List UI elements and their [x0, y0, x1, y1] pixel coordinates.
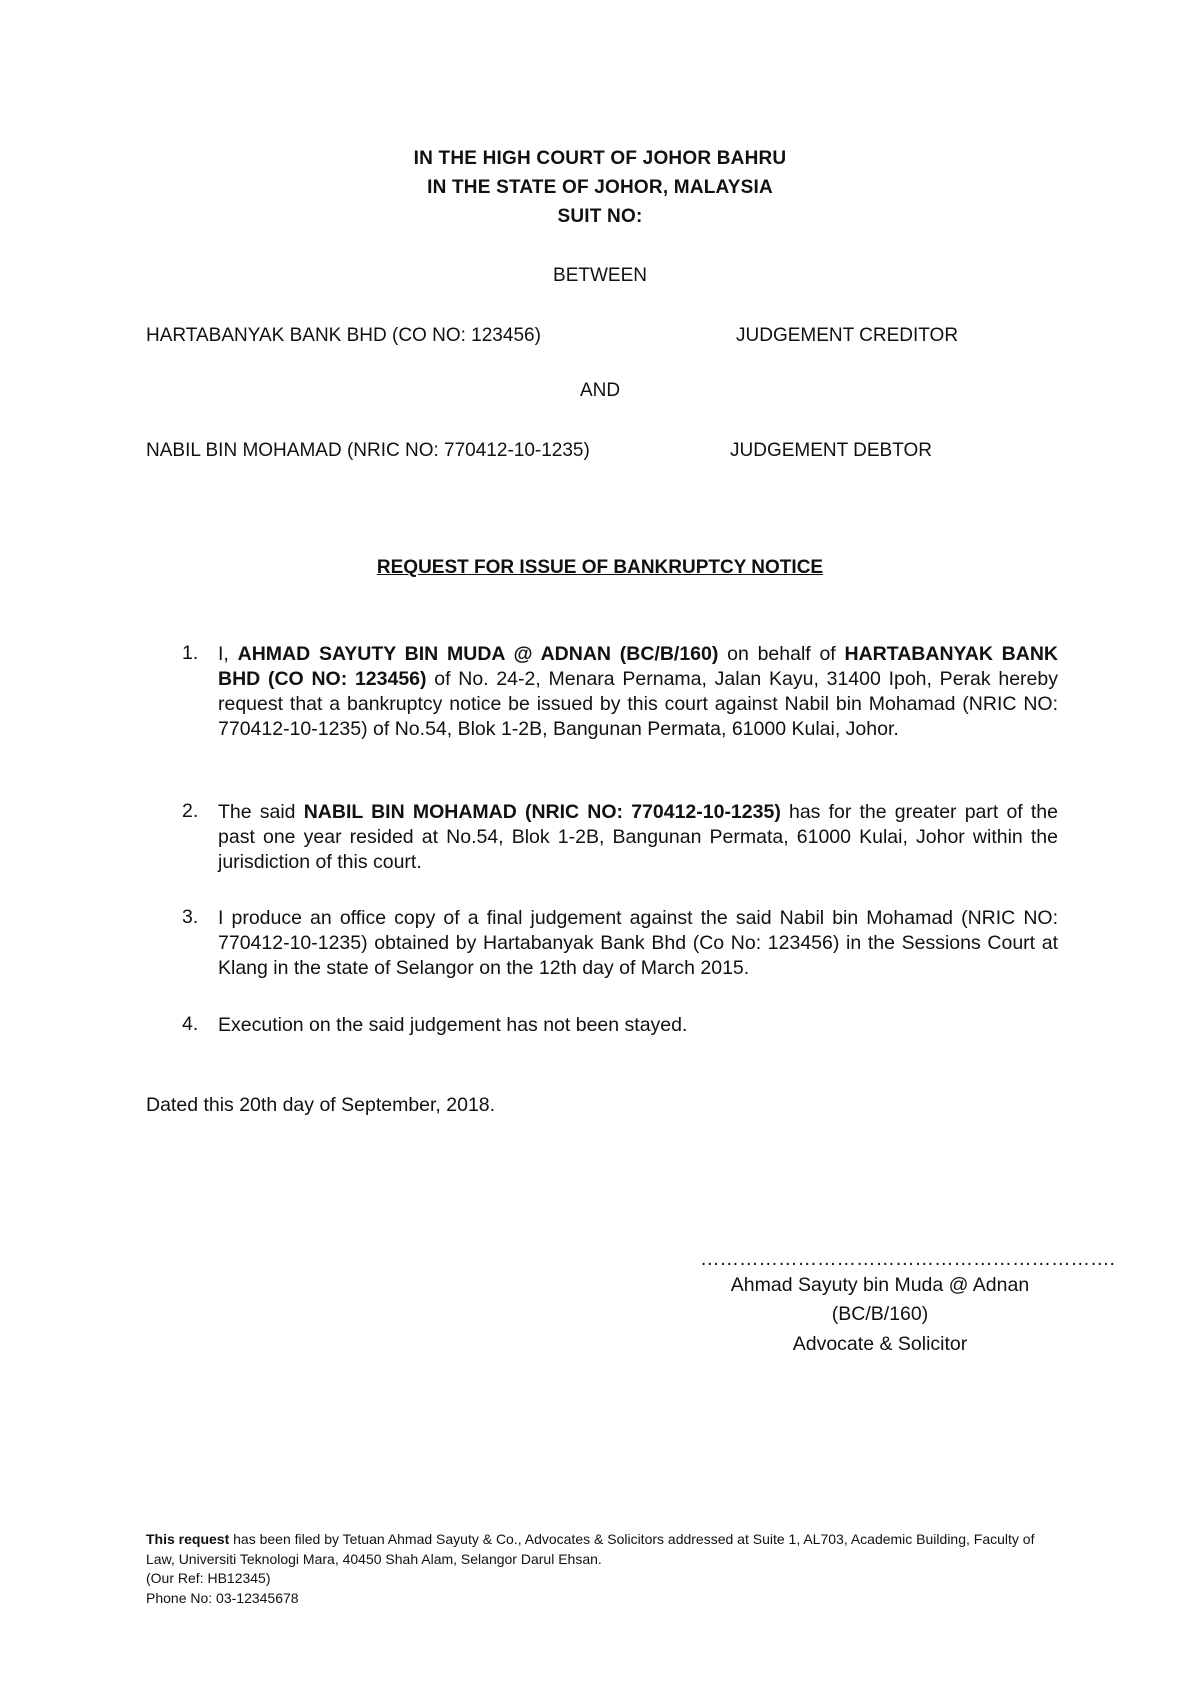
debtor-name: NABIL BIN MOHAMAD (NRIC NO: 770412-10-1235): [146, 440, 590, 461]
and-label: AND: [579, 380, 621, 401]
footer-ref: (Our Ref: HB12345): [146, 1570, 271, 1586]
paragraph-1-advocate-name: AHMAD SAYUTY BIN MUDA @ ADNAN (BC/B/160): [237, 643, 719, 665]
paragraph-1: [218, 642, 1058, 742]
paragraph-1-text-c: of No. 24-2, Menara Pernama, Jalan Kayu, 31400 Ipoh, Perak hereby request that a bankruptcy notice be issued by this court against Nabil bin Mohamad (NRIC NO: 770412-10-1235) of No.54, Blok 1-2B, Bangunan Permata, 61000 Kulai, Johor.: [218, 668, 1058, 740]
paragraph-2-text-b: has for the greater part of the past one year resided at No.54, Blok 1-2B, Bangunan Permata, 61000 Kulai, Johor within the jurisdiction of this court.: [218, 801, 1058, 873]
paragraph-2-text-a: The said: [218, 801, 304, 823]
suit-number: SUIT NO:: [557, 206, 643, 227]
footer-note: [146, 1530, 1066, 1608]
court-heading: IN THE HIGH COURT OF JOHOR BAHRU: [413, 148, 787, 169]
paragraph-1-text-b: on behalf of: [718, 643, 845, 665]
paragraph-3: I produce an office copy of a final judgement against the said Nabil bin Mohamad (NRIC NO: 770412-10-1235) obtained by Hartabanyak Bank Bhd (Co No: 123456) in the Sessions Court at Klang in the state of Selangor on the 12th day of March 2015.: [218, 907, 1058, 979]
paragraph-2: [218, 800, 1058, 875]
creditor-role: JUDGEMENT CREDITOR: [736, 325, 959, 346]
paragraph-4-number: 4.: [182, 1013, 199, 1035]
signatory-code: (BC/B/160): [831, 1303, 929, 1325]
paragraph-2-number: 2.: [182, 800, 199, 822]
signatory-name: Ahmad Sayuty bin Muda @ Adnan: [730, 1274, 1030, 1296]
signatory-title: Advocate & Solicitor: [792, 1333, 968, 1355]
document-title: REQUEST FOR ISSUE OF BANKRUPTCY NOTICE: [376, 557, 824, 578]
footer-bold: This request: [146, 1531, 230, 1547]
between-label: BETWEEN: [553, 265, 647, 286]
dated-line: Dated this 20th day of September, 2018.: [146, 1094, 496, 1116]
paragraph-3-number: 3.: [182, 906, 199, 928]
creditor-name: HARTABANYAK BANK BHD (CO NO: 123456): [146, 325, 541, 346]
paragraph-1-text-a: I,: [218, 643, 238, 665]
state-heading: IN THE STATE OF JOHOR, MALAYSIA: [427, 177, 773, 198]
footer-filing: [146, 1530, 1066, 1569]
signature-line: ……………………………………………………….: [700, 1248, 1115, 1270]
footer-phone: Phone No: 03-12345678: [146, 1589, 299, 1606]
debtor-role: JUDGEMENT DEBTOR: [730, 440, 932, 461]
paragraph-2-debtor-name: NABIL BIN MOHAMAD (NRIC NO: 770412-10-1235): [303, 801, 781, 823]
paragraph-1-number: 1.: [182, 642, 199, 664]
footer-text: has been filed by Tetuan Ahmad Sayuty & Co., Advocates & Solicitors addressed at Suite 1, AL703, Academic Building, Faculty of Law, Universiti Teknologi Mara, 40450 Shah Alam, Selangor Darul Ehsan.: [146, 1531, 1035, 1567]
paragraph-4: Execution on the said judgement has not been stayed.: [218, 1014, 688, 1036]
paragraph-1-creditor-name: HARTABANYAK BANK BHD (CO NO: 123456): [218, 643, 1058, 690]
